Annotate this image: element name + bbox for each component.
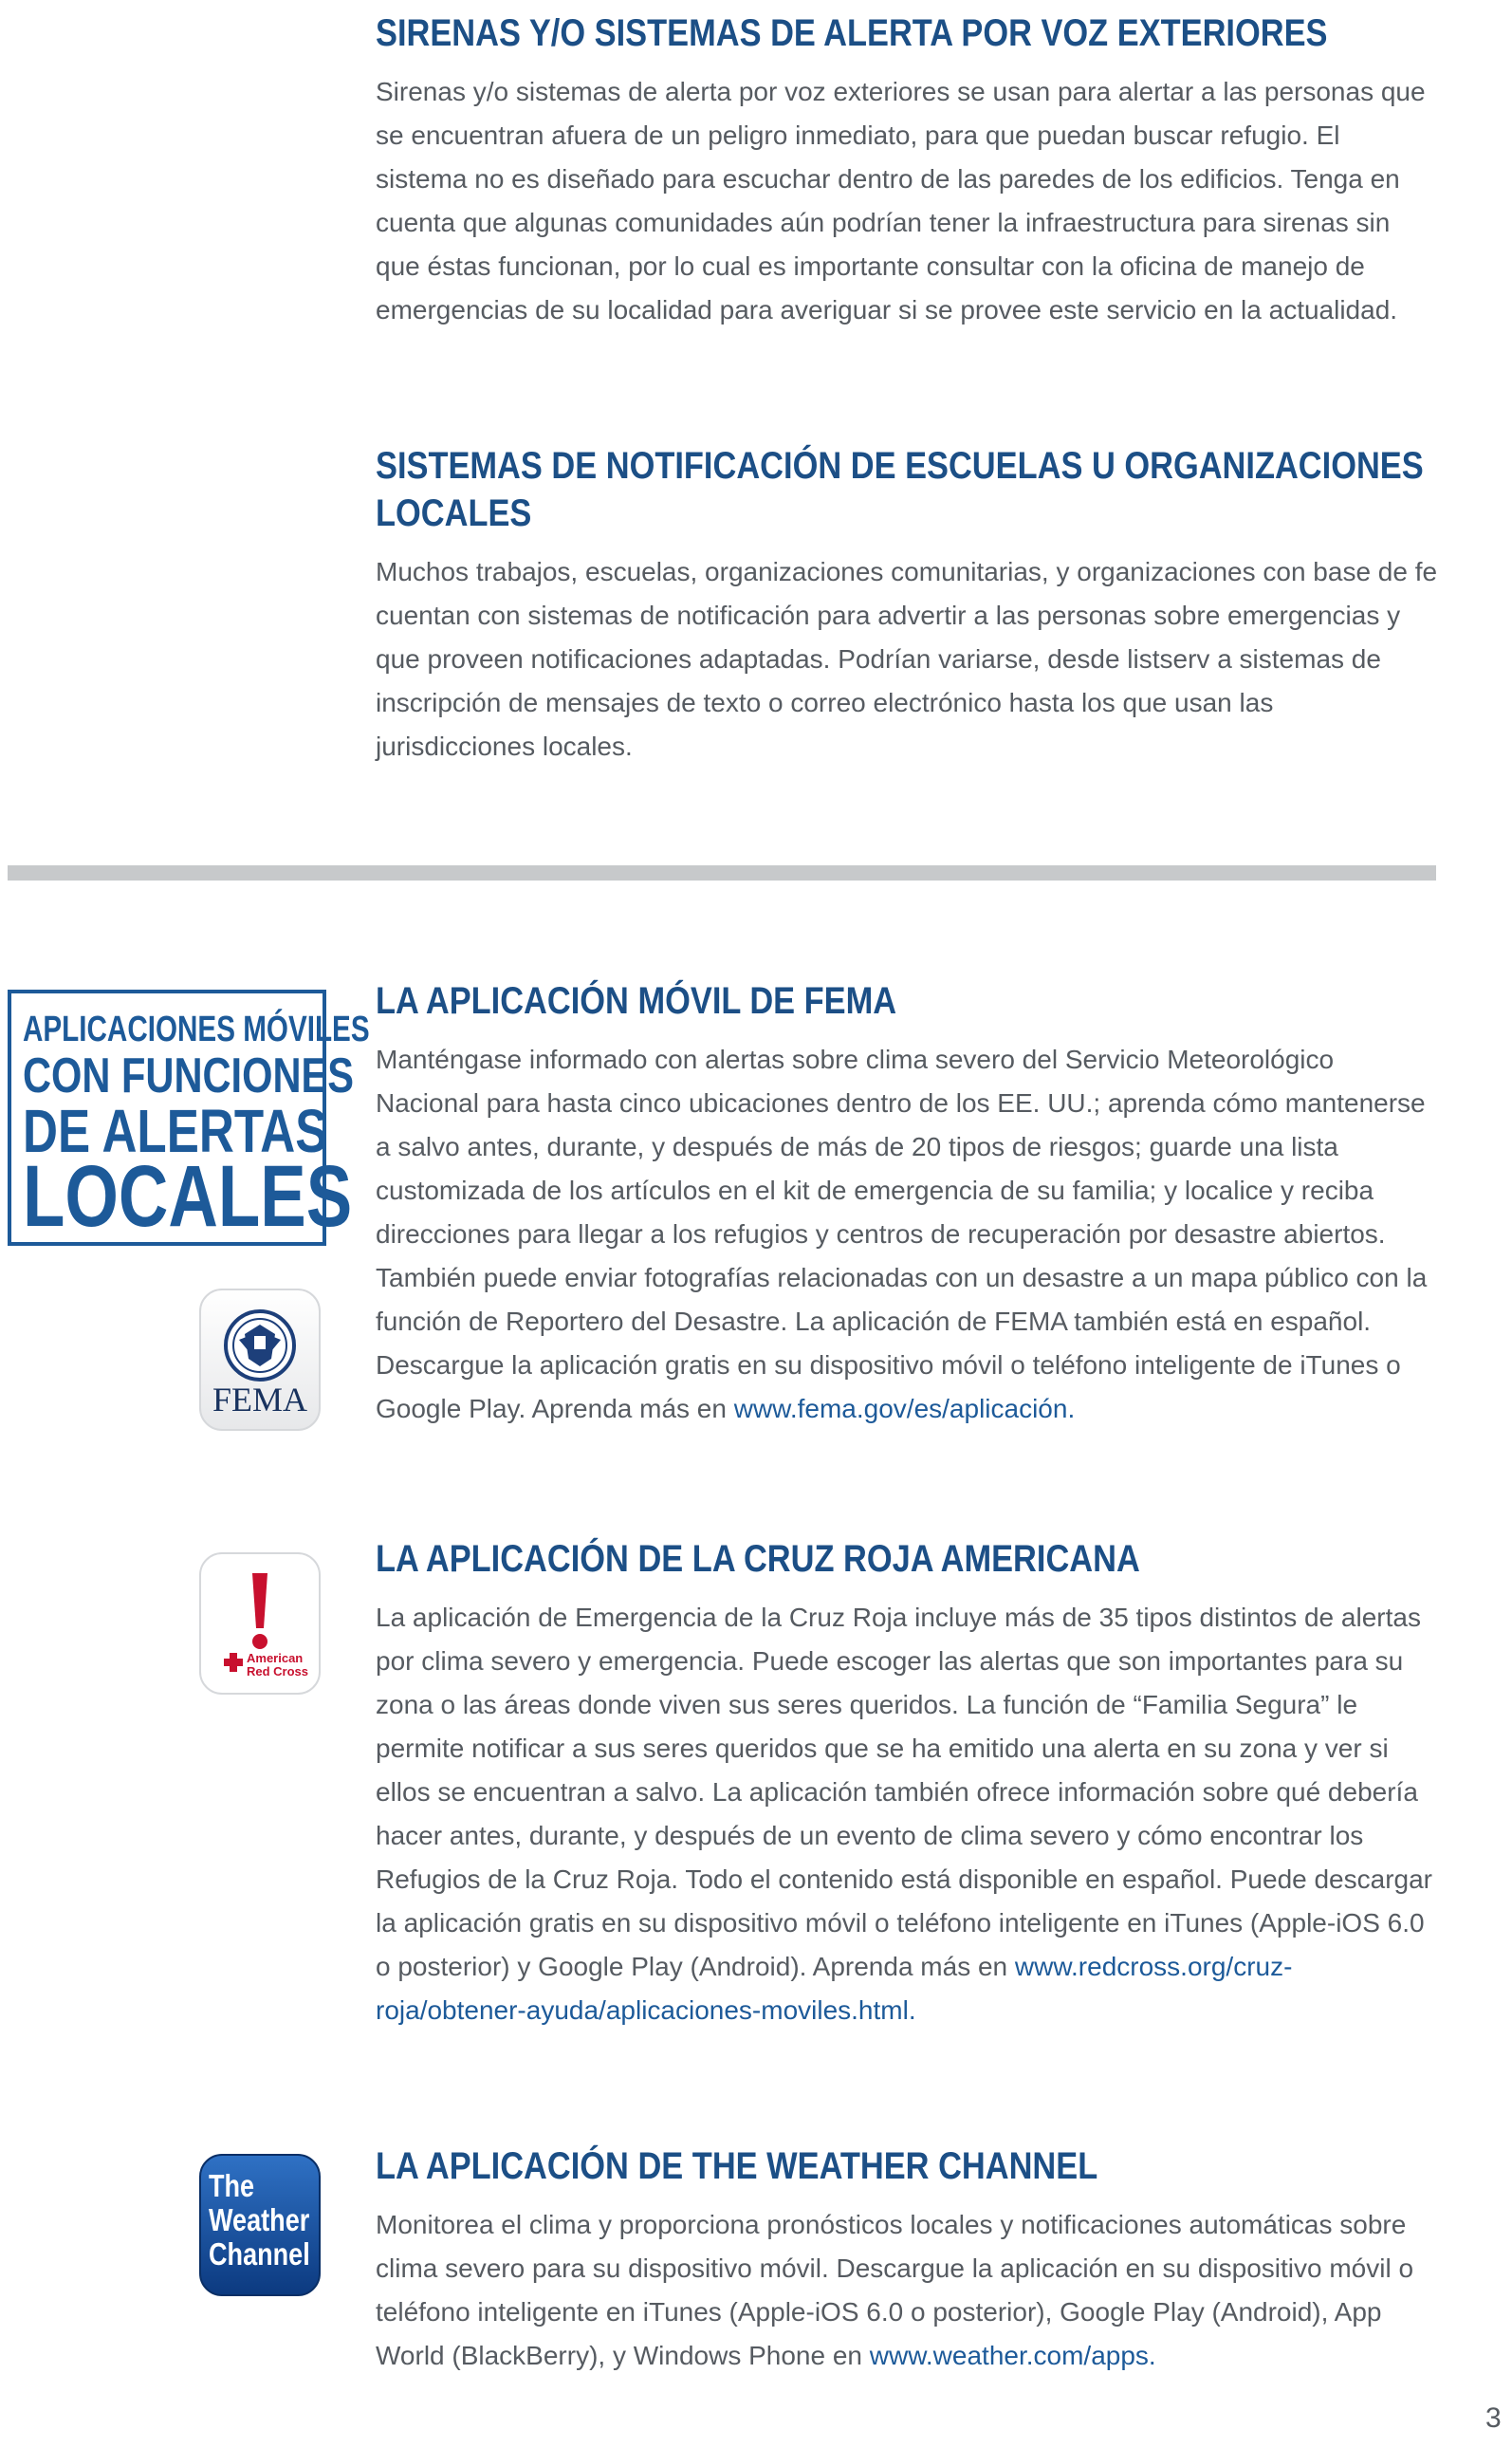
body-text: Manténgase informado con alertas sobre clima severo del Servicio Meteorológico Nacional para hasta cinco ubicaciones dentro de los EE. UU.; aprenda cómo mantenerse a salvo antes, durante, y después de más de 20 tipos de riesgos; guarde una lista customizada de los artículos en el kit de emergencia de su familia; y localice y reciba direcciones para llegar a los refugios y centros de recuperación por desastre abiertos. También puede enviar fotografías relacionadas con un desastre a un mapa público con la función de Reportero del Desastre. La aplicación de FEMA también está en español. Descargue la aplicación gratis en su dispositivo móvil o teléfono inteligente de iTunes o Google Play. Aprenda más en (376, 1045, 1428, 1423)
fema-app-icon[interactable] (199, 1289, 321, 1431)
section-heading (376, 442, 1424, 537)
section-heading: LA APLICACIÓN MÓVIL DE FEMA (376, 980, 897, 1022)
red-cross-app-icon[interactable] (199, 1552, 321, 1695)
body-text: La aplicación de Emergencia de la Cruz Roja incluye más de 35 tipos distintos de alertas por clima severo y emergencia. Puede escoger las alertas que son importantes para su zona o las áreas donde viven sus seres queridos. La función de “Familia Segura” le permite notificar a sus seres queridos que se ha emitido una alerta en su zona y ver si ellos se encuentran a salvo. La aplicación también ofrece información sobre qué debería hacer antes, durante, y después de un evento de clima severo y cómo encontrar los Refugios de la Cruz Roja. Todo el contenido está disponible en español. Puede descargar la aplicación gratis en su dispositivo móvil o teléfono inteligente en iTunes (Apple-iOS 6.0 o posterior) y Google Play (Android). Aprenda más en (376, 1603, 1432, 1981)
section-body: Sirenas y/o sistemas de alerta por voz exteriores se usan para alertar a las personas que se encuentran afuera de un peligro inmediato, para que puedan buscar refugio. El sistema no es diseñado para escuchar dentro de las paredes de los edificios. Tenga en cuenta que algunas comunidades aún podrían tener la infraestructura para sirenas sin que éstas funcionan, por lo cual es importante consultar con la oficina de manejo de emergencias de su localidad para averiguar si se provee este servicio en la actualidad. (376, 77, 1426, 325)
mobile-apps-promo-box (8, 990, 370, 1246)
section-body (376, 1038, 1438, 1431)
weather-channel-icon-label: The Weather Channel (209, 2168, 310, 2272)
section-heading: SIRENAS Y/O SISTEMAS DE ALERTA POR VOZ EXTERIORES (376, 12, 1328, 54)
red-cross-link[interactable]: www.redcross.org/cruz-roja/obtener-ayuda/aplicaciones-moviles.html. (376, 1952, 1293, 2025)
section-body (376, 1596, 1438, 2032)
body-text: Monitorea el clima y proporciona pronósticos locales y notificaciones automáticas sobre clima severo para su dispositivo móvil. Descargue la aplicación en su dispositivo móvil o teléfono inteligente en iTunes (Apple-iOS 6.0 o posterior), Google Play (Android), App World (BlackBerry), y Windows Phone en (376, 2210, 1414, 2370)
red-cross-icon-label: American Red Cross (247, 1651, 309, 1678)
promo-line-1: APLICACIONES MÓVILES (23, 1010, 370, 1049)
promo-line-3: DE ALERTAS (23, 1097, 328, 1165)
promo-line-2: CON FUNCIONES (23, 1048, 354, 1103)
section-red-cross-app (376, 1535, 1438, 2032)
promo-line-4: LOCALES (23, 1148, 353, 1245)
weather-channel-app-icon[interactable] (199, 2154, 321, 2296)
heading-line-1: SISTEMAS DE NOTIFICACIÓN DE ESCUELAS U ORGANIZACIONES (376, 445, 1424, 487)
fema-link[interactable]: www.fema.gov/es/aplicación. (733, 1394, 1076, 1423)
section-fema-app (376, 977, 1438, 1431)
section-heading: LA APLICACIÓN DE THE WEATHER CHANNEL (376, 2145, 1098, 2187)
section-notification-systems (376, 442, 1438, 769)
section-heading: LA APLICACIÓN DE LA CRUZ ROJA AMERICANA (376, 1538, 1140, 1580)
heading-line-2: LOCALES (376, 492, 532, 534)
section-weather-channel-app (376, 2142, 1438, 2378)
section-body: Muchos trabajos, escuelas, organizaciones comunitarias, y organizaciones con base de fe cuentan con sistemas de notificación para advertir a las personas sobre emergencias y que proveen notificaciones adaptadas. Podrían variarse, desde listserv a sistemas de inscripción de mensajes de texto o correo electrónico hasta los que usan las jurisdicciones locales. (376, 557, 1438, 761)
page-number: 3 (1485, 2402, 1502, 2434)
section-body (376, 2203, 1438, 2378)
section-divider (8, 865, 1436, 881)
section-outdoor-sirens (376, 9, 1438, 332)
fema-icon-label: FEMA (212, 1381, 308, 1419)
weather-link[interactable]: www.weather.com/apps. (869, 2341, 1156, 2370)
